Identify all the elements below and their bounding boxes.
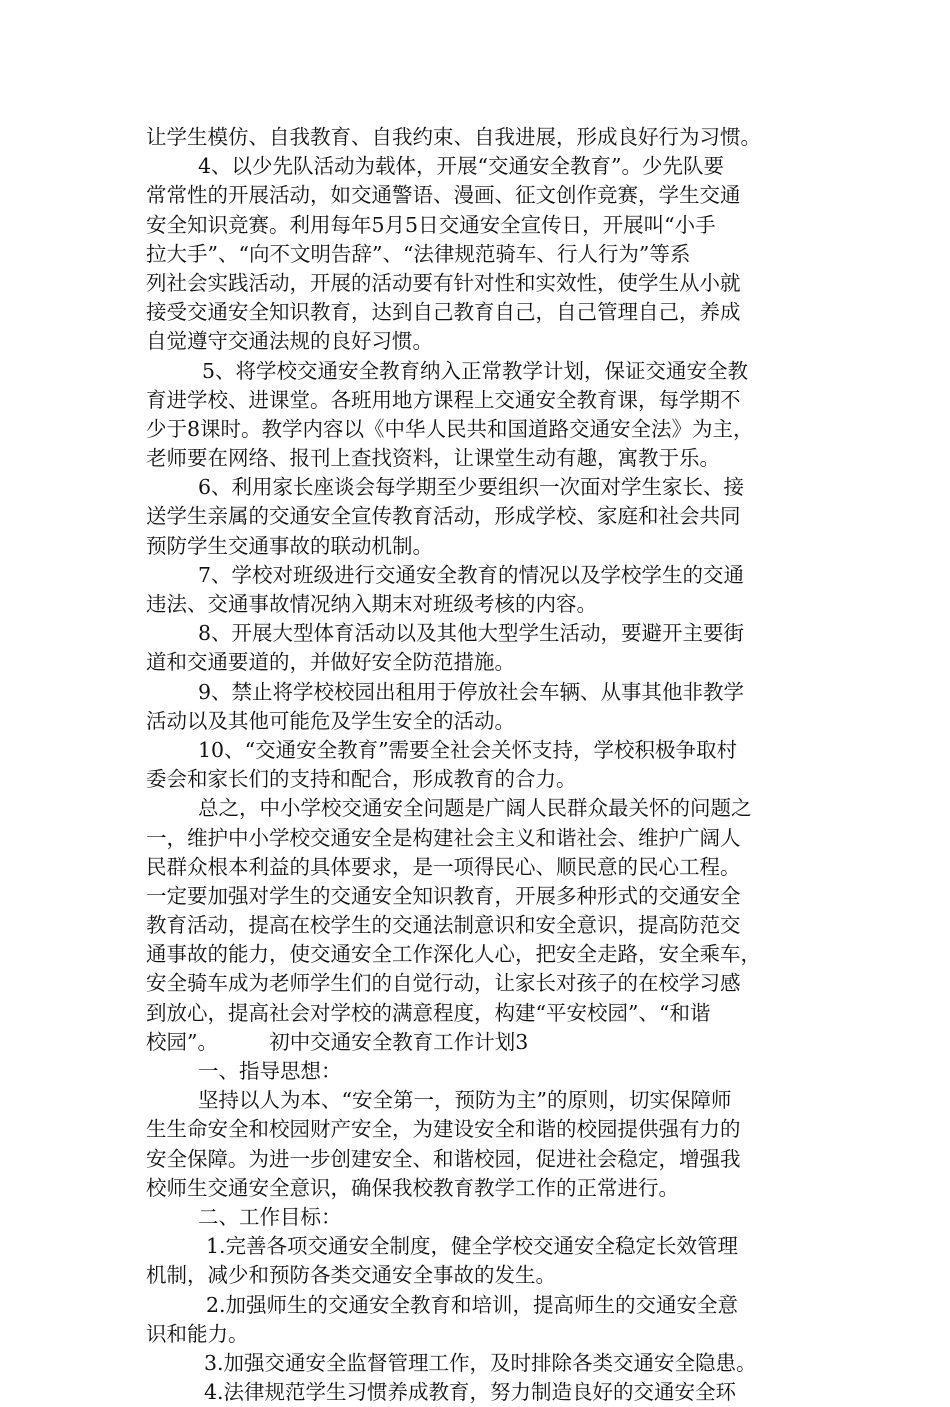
- text-line: 5、将学校交通安全教育纳入正常教学计划，保证交通安全教: [202, 358, 749, 383]
- text-line: 一、指导思想：: [198, 1059, 342, 1083]
- text-line: 安全骑车成为老师学生们的自觉行动，让家长对孩子的在校学习感: [146, 971, 741, 996]
- text-line: 生生命安全和校园财产安全，为建设安全和谐的校园提供强有力的: [146, 1117, 741, 1142]
- text-line: 自觉遵守交通法规的良好习惯。: [146, 329, 433, 354]
- text-line: 预防学生交通事故的联动机制。: [146, 533, 433, 558]
- text-line: 安全保障。为进一步创建安全、和谐校园，促进社会稳定，增强我: [146, 1146, 741, 1171]
- text-line: 委会和家长们的支持和配合，形成教育的合力。: [146, 767, 577, 792]
- text-line: 坚持以人为本、“安全第一，预防为主”的原则，切实保障师: [198, 1088, 732, 1113]
- text-line: 教育活动，提高在校学生的交通法制意识和安全意识，提高防范交: [146, 913, 741, 938]
- text-line: 让学生模仿、自我教育、自我约束、自我进展，形成良好行为习惯。: [146, 125, 761, 149]
- text-line: 8、开展大型体育活动以及其他大型学生活动，要避开主要街: [198, 621, 745, 646]
- text-line: 接受交通安全知识教育，达到自己教育自己，自己管理自己，养成: [146, 300, 741, 325]
- text-line: 校师生交通安全意识，确保我校教育教学工作的正常进行。: [146, 1175, 679, 1200]
- text-line: 机制，减少和预防各类交通安全事故的发生。: [146, 1263, 556, 1288]
- document-body: [146, 123, 814, 1407]
- text-line: 民群众根本利益的具体要求，是一项得民心、顺民意的民心工程。: [146, 854, 741, 879]
- text-line: 道和交通要道的，并做好安全防范措施。: [146, 650, 515, 675]
- text-line: 4.法律规范学生习惯养成教育，努力制造良好的交通安全环: [204, 1380, 737, 1405]
- text-line: 违法、交通事故情况纳入期末对班级考核的内容。: [146, 592, 597, 616]
- text-line: 4、以少先队活动为载体，开展“交通安全教育”。少先队要: [198, 154, 725, 179]
- text-line: 2.加强师生的交通安全教育和培训，提高师生的交通安全意: [206, 1292, 739, 1317]
- text-line: 10、“交通安全教育”需要全社会关怀支持，学校积极争取村: [198, 737, 738, 762]
- text-line: 活动以及其他可能危及学生安全的活动。: [146, 708, 515, 733]
- text-line: 少于8课时。教学内容以《中华人民共和国道路交通安全法》为主，: [146, 416, 754, 441]
- text-line: 列社会实践活动，开展的活动要有针对性和实效性，使学生从小就: [146, 270, 741, 295]
- text-line: 一，维护中小学校交通安全是构建社会主义和谐社会、维护广阔人: [146, 825, 741, 850]
- text-line: 总之，中小学校交通安全问题是广阔人民群众最关怀的问题之: [198, 796, 752, 821]
- text-line: 7、学校对班级进行交通安全教育的情况以及学校学生的交通: [198, 562, 745, 587]
- text-line: 常常性的开展活动，如交通警语、漫画、征文创作竞赛，学生交通: [146, 183, 741, 208]
- text-line: 1.完善各项交通安全制度，健全学校交通安全稳定长效管理: [206, 1234, 739, 1259]
- text-line: 老师要在网络、报刊上查找资料，让课堂生动有趣，寓教于乐。: [146, 446, 720, 471]
- text-line: 育进学校、进课堂。各班用地方课程上交通安全教育课，每学期不: [146, 387, 741, 412]
- text-line: 通事故的能力，使交通安全工作深化人心，把安全走路，安全乘车，: [146, 942, 761, 967]
- text-line: 3.加强交通安全监督管理工作，及时排除各类交通安全隐患。: [204, 1350, 757, 1375]
- text-line: 9、禁止将学校校园出租用于停放社会车辆、从事其他非教学: [198, 679, 745, 704]
- text-line: 校园”。 初中交通安全教育工作计划3: [146, 1029, 529, 1054]
- text-line: 安全知识竞赛。利用每年5月5日交通安全宣传日，开展叫“小手: [146, 212, 716, 237]
- text-line: 6、利用家长座谈会每学期至少要组织一次面对学生家长、接: [198, 475, 745, 500]
- text-line: 识和能力。: [146, 1321, 249, 1346]
- text-line: 拉大手”、“向不文明告辞”、“法律规范骑车、行人行为”等系: [146, 241, 691, 266]
- text-line: 二、工作目标：: [198, 1204, 342, 1229]
- text-line: 送学生亲属的交通安全宣传教育活动，形成学校、家庭和社会共同: [146, 504, 741, 529]
- text-line: 一定要加强对学生的交通安全知识教育，开展多种形式的交通安全: [146, 883, 741, 908]
- text-line: 到放心，提高社会对学校的满意程度，构建“平安校园”、“和谐: [146, 1000, 711, 1025]
